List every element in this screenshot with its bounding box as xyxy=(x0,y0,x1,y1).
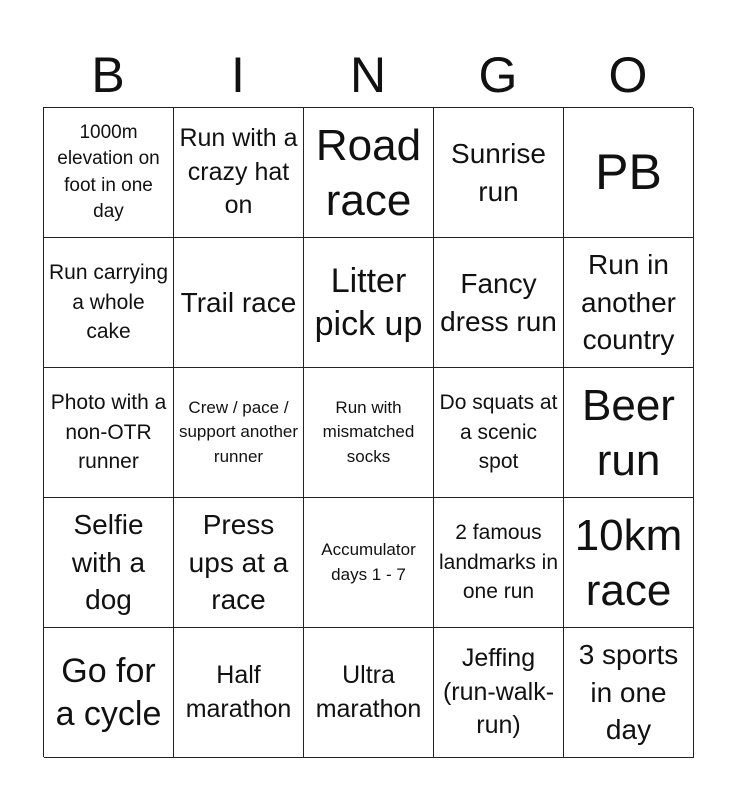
bingo-cell[interactable] xyxy=(564,498,694,628)
cell-label: 3 sports in one day xyxy=(578,638,679,746)
bingo-cell[interactable] xyxy=(564,628,694,758)
cell-label: Crew / pace / support another runner xyxy=(178,397,299,466)
cell-label: Beer run xyxy=(582,380,675,485)
bingo-cell[interactable] xyxy=(304,498,434,628)
bingo-header xyxy=(43,45,693,105)
cell-label: Jeffing (run-walk-run) xyxy=(442,643,555,740)
bingo-cell[interactable] xyxy=(174,238,304,368)
bingo-cell[interactable] xyxy=(304,368,434,498)
bingo-cell[interactable] xyxy=(44,628,174,758)
header-letter-o: O xyxy=(608,47,648,103)
bingo-grid xyxy=(43,107,693,757)
header-letter-n: N xyxy=(349,47,387,103)
bingo-cell[interactable] xyxy=(174,108,304,238)
bingo-cell[interactable] xyxy=(434,238,564,368)
bingo-cell[interactable] xyxy=(174,498,304,628)
cell-label: Do squats at a scenic spot xyxy=(439,391,558,474)
cell-label: Selfie with a dog xyxy=(71,508,146,616)
bingo-cell[interactable] xyxy=(304,238,434,368)
cell-label: 1000m elevation on foot in one day xyxy=(57,122,160,222)
cell-label: Accumulator days 1 - 7 xyxy=(321,539,416,584)
cell-label: Half marathon xyxy=(185,660,292,723)
header-letter-b: B xyxy=(91,47,125,103)
cell-label: Run with a crazy hat on xyxy=(179,123,298,220)
cell-label: 10km race xyxy=(574,510,683,615)
cell-label: PB xyxy=(595,144,662,200)
bingo-cell[interactable] xyxy=(564,108,694,238)
header-letter-i: I xyxy=(231,47,245,103)
cell-label: Run with mismatched socks xyxy=(322,397,415,466)
cell-label: Litter pick up xyxy=(314,262,423,343)
cell-label: Go for a cycle xyxy=(55,652,162,733)
bingo-cell[interactable] xyxy=(44,498,174,628)
cell-label: Sunrise run xyxy=(451,137,546,207)
cell-label: Run in another country xyxy=(581,248,676,356)
bingo-cell[interactable] xyxy=(174,628,304,758)
bingo-cell[interactable] xyxy=(304,628,434,758)
cell-label: Press ups at a race xyxy=(188,508,289,616)
cell-label: Road race xyxy=(315,120,422,225)
bingo-cell[interactable] xyxy=(434,108,564,238)
cell-label: 2 famous landmarks in one run xyxy=(438,521,559,604)
cell-label: Trail race xyxy=(180,286,297,318)
bingo-cell[interactable] xyxy=(434,628,564,758)
bingo-cell[interactable] xyxy=(44,108,174,238)
header-letter-g: G xyxy=(478,47,518,103)
bingo-cell[interactable] xyxy=(434,498,564,628)
bingo-cell[interactable] xyxy=(44,238,174,368)
cell-label: Run carrying a whole cake xyxy=(48,261,169,344)
bingo-cell[interactable] xyxy=(434,368,564,498)
cell-label: Ultra marathon xyxy=(315,660,422,723)
bingo-cell[interactable] xyxy=(304,108,434,238)
cell-label: Photo with a non-OTR runner xyxy=(50,391,167,474)
bingo-cell[interactable] xyxy=(564,238,694,368)
bingo-cell[interactable] xyxy=(44,368,174,498)
cell-label: Fancy dress run xyxy=(440,267,557,337)
bingo-cell[interactable] xyxy=(174,368,304,498)
bingo-cell[interactable] xyxy=(564,368,694,498)
